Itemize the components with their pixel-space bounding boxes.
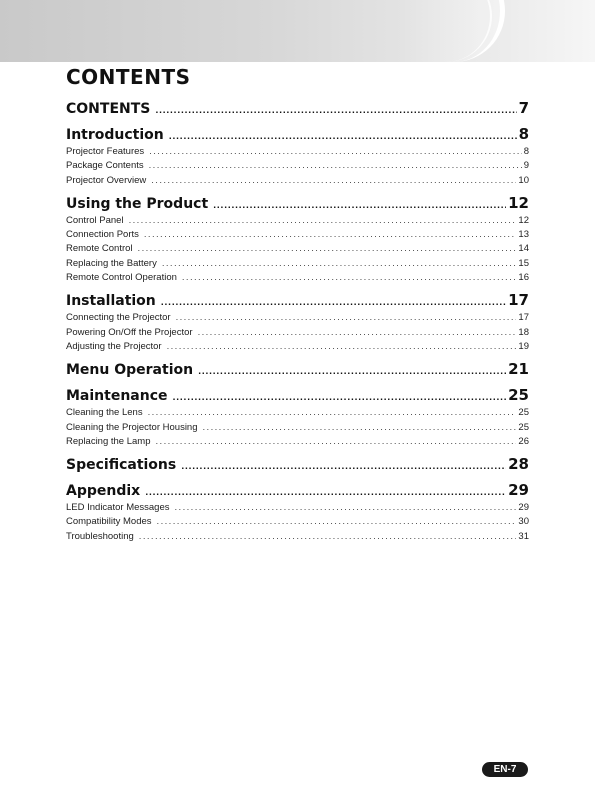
toc-section xyxy=(66,123,529,188)
toc-entry-label: Projector Overview xyxy=(66,174,147,186)
toc-section xyxy=(66,384,529,449)
toc-chapter-entry[interactable] xyxy=(66,289,529,311)
toc-chapter-page: 28 xyxy=(508,455,529,474)
toc-chapter-entry[interactable] xyxy=(66,123,529,145)
toc-chapter-entry[interactable] xyxy=(66,479,529,501)
toc-entry-page: 30 xyxy=(518,516,529,528)
toc-leader-dots xyxy=(138,242,517,256)
toc-entry[interactable] xyxy=(66,214,529,228)
toc-leader-dots xyxy=(157,515,517,529)
page-title: CONTENTS xyxy=(66,65,191,89)
toc-entry[interactable] xyxy=(66,340,529,354)
toc-entry[interactable] xyxy=(66,421,529,435)
toc-leader-dots xyxy=(175,501,517,515)
toc-entry[interactable] xyxy=(66,145,529,159)
toc-leader-dots xyxy=(149,159,522,173)
toc-leader-dots xyxy=(151,174,516,188)
toc-entry-label: Replacing the Battery xyxy=(66,257,157,269)
toc-leader-dots xyxy=(162,257,517,271)
table-of-contents xyxy=(66,96,529,548)
toc-chapter-entry[interactable] xyxy=(66,358,529,380)
toc-chapter-page: 17 xyxy=(508,291,529,310)
header-band xyxy=(0,0,595,62)
toc-entry[interactable] xyxy=(66,159,529,173)
toc-leader-dots xyxy=(155,100,516,122)
toc-entry[interactable] xyxy=(66,515,529,529)
toc-entry[interactable] xyxy=(66,228,529,242)
toc-chapter-title: Menu Operation xyxy=(66,362,194,379)
toc-entry[interactable] xyxy=(66,257,529,271)
toc-entry-page: 26 xyxy=(518,435,529,447)
toc-section xyxy=(66,192,529,285)
toc-section xyxy=(66,358,529,380)
toc-leader-dots xyxy=(198,326,517,340)
toc-leader-dots xyxy=(149,145,522,159)
toc-leader-dots xyxy=(139,530,517,544)
toc-section xyxy=(66,97,529,119)
toc-entry-page: 29 xyxy=(518,502,529,514)
toc-entry-page: 13 xyxy=(518,229,529,241)
toc-leader-dots xyxy=(167,340,517,354)
toc-chapter-title: Specifications xyxy=(66,457,177,474)
toc-entry-label: Connecting the Projector xyxy=(66,312,171,324)
toc-entry-label: Powering On/Off the Projector xyxy=(66,326,193,338)
toc-entry[interactable] xyxy=(66,406,529,420)
toc-leader-dots xyxy=(176,311,517,325)
toc-chapter-entry[interactable] xyxy=(66,453,529,475)
toc-entry[interactable] xyxy=(66,271,529,285)
toc-chapter-entry[interactable] xyxy=(66,192,529,214)
toc-chapter-page: 29 xyxy=(508,481,529,500)
toc-entry[interactable] xyxy=(66,501,529,515)
toc-entry-label: Projector Features xyxy=(66,146,145,157)
toc-entry-label: Remote Control Operation xyxy=(66,272,177,284)
toc-leader-dots xyxy=(198,361,506,383)
toc-entry-label: Control Panel xyxy=(66,214,124,226)
toc-section xyxy=(66,479,529,544)
toc-entry-page: 25 xyxy=(518,407,529,419)
toc-entry-label: Package Contents xyxy=(66,160,144,172)
toc-entry[interactable] xyxy=(66,435,529,449)
toc-section xyxy=(66,453,529,475)
toc-entry-page: 15 xyxy=(518,257,529,269)
toc-entry-page: 19 xyxy=(518,340,529,352)
toc-entry[interactable] xyxy=(66,311,529,325)
toc-chapter-title: Installation xyxy=(66,293,156,310)
toc-entry-page: 18 xyxy=(518,326,529,338)
toc-entry-page: 17 xyxy=(518,312,529,324)
toc-chapter-entry[interactable] xyxy=(66,384,529,406)
toc-entry-label: Compatibility Modes xyxy=(66,516,152,528)
toc-chapter-title: Using the Product xyxy=(66,195,209,212)
toc-leader-dots xyxy=(144,228,517,242)
toc-entry-label: Remote Control xyxy=(66,243,133,255)
toc-entry[interactable] xyxy=(66,530,529,544)
toc-entry-page: 8 xyxy=(523,146,529,157)
toc-entry-page: 9 xyxy=(523,160,529,172)
toc-leader-dots xyxy=(181,456,506,478)
toc-entry-label: LED Indicator Messages xyxy=(66,502,170,514)
toc-entry[interactable] xyxy=(66,326,529,340)
toc-chapter-title: Introduction xyxy=(66,127,164,143)
toc-chapter-page: 21 xyxy=(508,360,529,379)
toc-chapter-page: 8 xyxy=(518,125,529,143)
toc-chapter-title: Maintenance xyxy=(66,388,168,405)
toc-entry-page: 12 xyxy=(518,214,529,226)
toc-leader-dots xyxy=(129,214,517,228)
toc-entry-label: Troubleshooting xyxy=(66,530,134,542)
toc-entry-label: Adjusting the Projector xyxy=(66,340,162,352)
page-number-badge: EN-7 xyxy=(482,762,528,777)
toc-chapter-entry[interactable] xyxy=(66,97,529,119)
toc-entry[interactable] xyxy=(66,174,529,188)
toc-entry-page: 25 xyxy=(518,421,529,433)
toc-entry-page: 14 xyxy=(518,243,529,255)
toc-chapter-page: 12 xyxy=(508,193,529,212)
toc-chapter-title: Appendix xyxy=(66,483,141,500)
toc-entry-label: Cleaning the Projector Housing xyxy=(66,421,198,433)
toc-entry-label: Replacing the Lamp xyxy=(66,435,151,447)
toc-leader-dots xyxy=(156,435,517,449)
toc-leader-dots xyxy=(148,406,517,420)
toc-entry-page: 10 xyxy=(518,174,529,186)
toc-chapter-page: 7 xyxy=(518,99,529,117)
toc-entry-page: 16 xyxy=(518,272,529,284)
toc-chapter-page: 25 xyxy=(508,386,529,405)
toc-chapter-title: CONTENTS xyxy=(66,101,151,117)
toc-leader-dots xyxy=(203,421,517,435)
toc-leader-dots xyxy=(182,271,517,285)
toc-entry-label: Connection Ports xyxy=(66,229,139,241)
toc-entry[interactable] xyxy=(66,242,529,256)
toc-entry-label: Cleaning the Lens xyxy=(66,407,143,419)
toc-entry-page: 31 xyxy=(518,530,529,542)
toc-section xyxy=(66,289,529,354)
